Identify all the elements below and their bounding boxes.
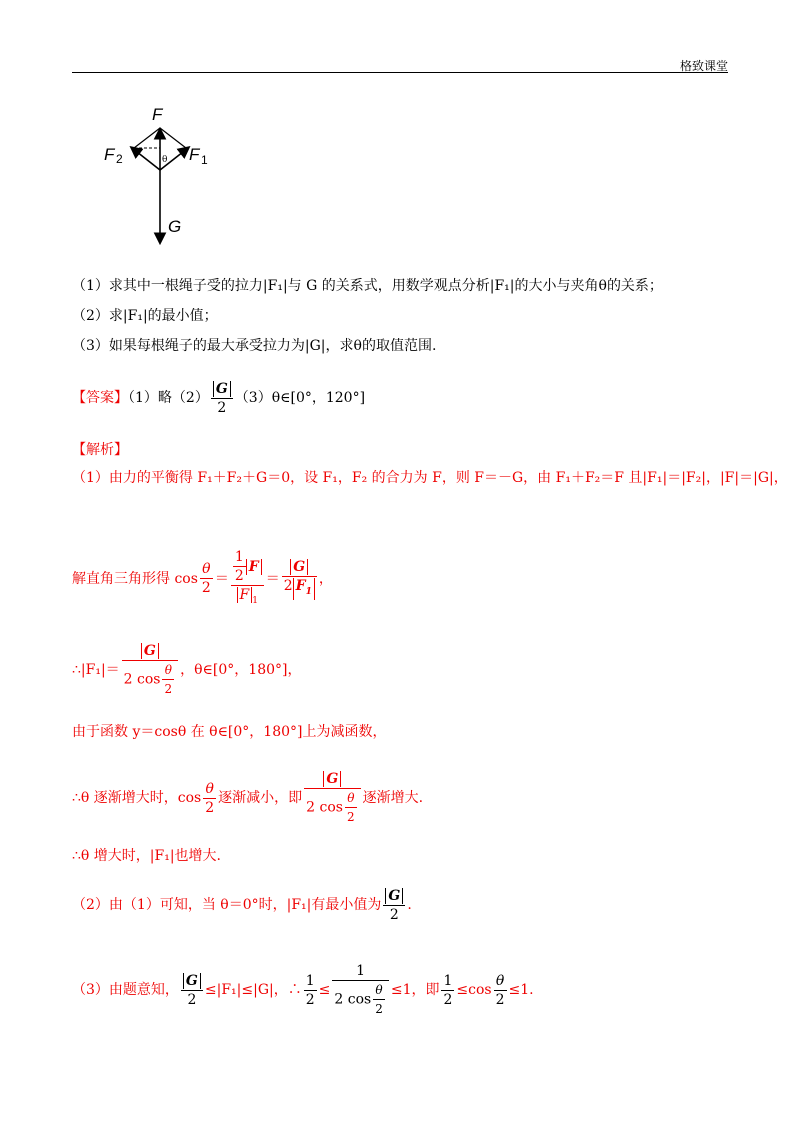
l2-big-frac: $\frac{1}{2}$ F F $_1$ [231, 548, 264, 610]
answer-frac-den: 2 [217, 399, 227, 416]
answer-fraction [211, 380, 233, 417]
question-1: （1）求其中一根绳子受的拉力|F₁|与 G 的关系式，用数学观点分析|F₁|的大小与夹角θ的关系； [72, 278, 663, 294]
question-3: （3）如果每根绳子的最大承受拉力为|G|，求θ的取值范围. [72, 338, 437, 354]
label-F: F [152, 105, 163, 124]
analysis-line-5: ∴θ 逐渐增大时，cos $\frac{\theta}{2}$ 逐渐减小，即 G 2 cos $\frac{\theta}{2}$ 逐渐增大. [72, 771, 424, 824]
analysis-line-4: 由于函数 y＝cosθ 在 θ∈[0°，180°]上为减函数， [72, 724, 387, 740]
analysis-line-6: ∴θ 增大时，|F₁|也增大. [72, 848, 221, 864]
force-diagram [98, 100, 208, 250]
l2-prefix: 解直角三角形得 cos [72, 570, 198, 587]
label-F1: F [189, 145, 200, 164]
analysis-line-2: 解直角三角形得 cos $\frac{\theta}{2}$ ＝ $\frac{1}{2}$ F F $_1$ ＝ $\frac{G}{2 F_1}$ ， [72, 548, 333, 610]
force-F2-arrow [132, 148, 160, 170]
label-F2: F [104, 145, 115, 164]
header-divider [72, 72, 728, 73]
label-F1-sub: 1 [201, 153, 208, 167]
analysis-line-1: （1）由力的平衡得 F₁＋F₂＋G＝0，设 F₁，F₂ 的合力为 F，则 F＝－G，由 F₁＋F₂＝F 且|F₁|＝|F₂|，|F|＝|G|， [72, 470, 788, 486]
analysis-line-3: ∴|F₁|＝ G 2 cos $\frac{\theta}{2}$ ，θ∈[0°，180°]， [72, 643, 302, 696]
analysis-label: 【解析】 [72, 442, 128, 458]
l2-g-frac: $\frac{G}{2 F_1}$ [282, 558, 317, 600]
analysis-line-7: （2）由（1）可知，当 θ＝0°时，|F₁|有最小值为 $\frac{G}{2}$ . [72, 887, 412, 923]
question-2: （2）求|F₁|的最小值； [72, 308, 218, 324]
answer-line [72, 378, 365, 418]
parallelogram-right [160, 128, 186, 148]
label-F2-sub: 2 [116, 152, 123, 166]
label-G: G [168, 217, 182, 236]
l3-frac: G 2 cos $\frac{\theta}{2}$ [122, 642, 178, 698]
label-theta: θ [162, 155, 168, 165]
answer-frac-num: G [213, 381, 231, 397]
answer-part2: （3）θ∈[0°，120°] [234, 390, 366, 406]
analysis-line-8: （3）由题意知， $\frac{G}{2}$ ≤|F₁|≤|G|，∴ $\frac{1}{2}$ ≤ 1 2 cos $\frac{\theta}{2}$ ≤1，即 $\frac{1}{2}$ ≤cos $\frac{\theta}{2}$ ≤1. [72, 963, 534, 1016]
answer-part1: （1）略（2） [128, 390, 209, 406]
parallelogram-left [134, 128, 160, 148]
l2-theta-frac: $\frac{\theta}{2}$ [201, 561, 211, 597]
header-brand: 格致课堂 [679, 59, 728, 73]
answer-label: 【答案】 [72, 390, 128, 406]
force-diagram-svg [98, 100, 208, 250]
